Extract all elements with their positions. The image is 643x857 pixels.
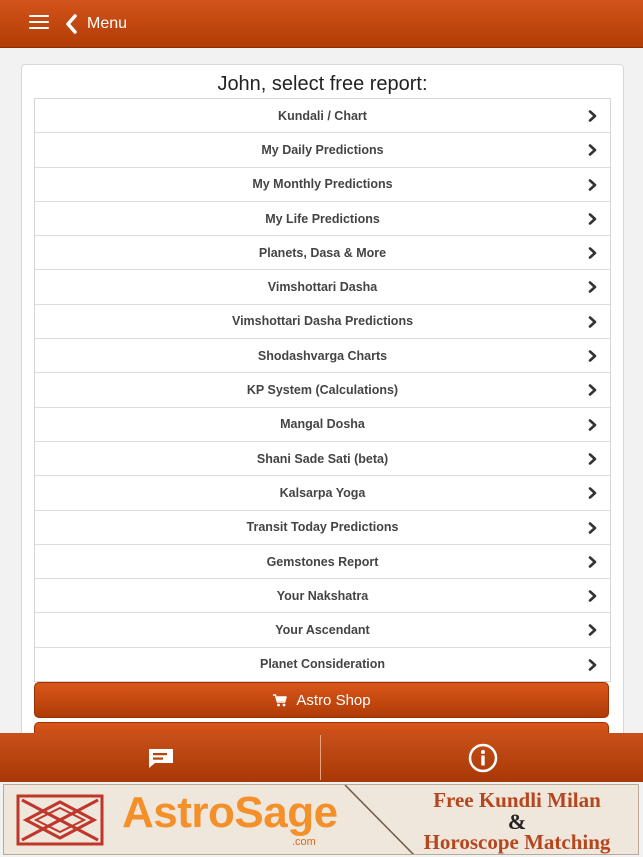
report-list-item[interactable] bbox=[35, 613, 610, 647]
report-list-item[interactable] bbox=[35, 373, 610, 407]
promo-ampersand: & bbox=[507, 809, 527, 834]
info-icon bbox=[468, 743, 498, 773]
chevron-right-icon bbox=[588, 659, 597, 671]
chevron-right-icon bbox=[588, 384, 597, 396]
chevron-right-icon bbox=[588, 316, 597, 328]
report-item-label: Vimshottari Dasha Predictions bbox=[231, 314, 414, 329]
chevron-right-icon bbox=[588, 487, 597, 499]
report-list-item[interactable] bbox=[35, 476, 610, 510]
report-item-label: Your Ascendant bbox=[275, 623, 370, 638]
chevron-right-icon bbox=[588, 281, 597, 293]
report-list-item[interactable] bbox=[35, 545, 610, 579]
chevron-right-icon bbox=[588, 419, 597, 431]
report-list-item[interactable] bbox=[35, 648, 610, 681]
report-item-label: Planets, Dasa & More bbox=[258, 245, 387, 260]
message-button[interactable] bbox=[0, 733, 321, 782]
report-list-item[interactable] bbox=[35, 168, 610, 202]
report-list-item[interactable] bbox=[35, 511, 610, 545]
toolbar-divider bbox=[320, 735, 321, 780]
promo-line-2: Horoscope Matching bbox=[423, 830, 611, 854]
chevron-right-icon bbox=[588, 453, 597, 465]
report-list-item[interactable] bbox=[35, 202, 610, 236]
report-item-label: My Life Predictions bbox=[265, 211, 380, 226]
report-list bbox=[34, 98, 611, 682]
info-button[interactable] bbox=[322, 733, 643, 782]
chevron-right-icon bbox=[588, 179, 597, 191]
page-title: John, select free report: bbox=[217, 73, 428, 95]
report-item-label: Shodashvarga Charts bbox=[257, 348, 388, 363]
chevron-left-icon bbox=[64, 14, 79, 34]
chevron-right-icon bbox=[588, 247, 597, 259]
chevron-right-icon bbox=[588, 110, 597, 122]
report-item-label: Your Nakshatra bbox=[276, 588, 369, 603]
report-list-item[interactable] bbox=[35, 579, 610, 613]
report-list-item[interactable] bbox=[35, 133, 610, 167]
report-item-label: Kalsarpa Yoga bbox=[279, 485, 366, 500]
report-list-item[interactable] bbox=[35, 442, 610, 476]
top-navigation-bar bbox=[0, 0, 643, 48]
report-list-item[interactable] bbox=[35, 99, 610, 133]
report-list-item[interactable] bbox=[35, 305, 610, 339]
astro-shop-label: Astro Shop bbox=[296, 691, 371, 709]
report-item-label: Vimshottari Dasha bbox=[267, 280, 378, 295]
chevron-right-icon bbox=[588, 522, 597, 534]
promo-line-1: Free Kundli Milan bbox=[433, 788, 601, 812]
report-item-label: My Monthly Predictions bbox=[252, 177, 393, 192]
chevron-right-icon bbox=[588, 590, 597, 602]
back-menu-button[interactable] bbox=[64, 12, 127, 36]
astro-shop-button[interactable] bbox=[34, 682, 609, 718]
chevron-right-icon bbox=[588, 213, 597, 225]
shopping-cart-icon bbox=[272, 693, 288, 707]
brand-suffix: .com bbox=[292, 836, 316, 848]
hamburger-menu-icon[interactable] bbox=[29, 15, 49, 29]
chevron-right-icon bbox=[588, 144, 597, 156]
chevron-right-icon bbox=[588, 624, 597, 636]
report-item-label: Planet Consideration bbox=[259, 657, 386, 672]
report-list-item[interactable] bbox=[35, 408, 610, 442]
brand-name: AstroSage bbox=[122, 788, 338, 837]
chevron-right-icon bbox=[588, 350, 597, 362]
report-item-label: Mangal Dosha bbox=[280, 417, 365, 432]
report-item-label: My Daily Predictions bbox=[261, 142, 384, 157]
report-list-item[interactable] bbox=[35, 270, 610, 304]
report-list-item[interactable] bbox=[35, 236, 610, 270]
report-item-label: Shani Sade Sati (beta) bbox=[256, 451, 389, 466]
report-item-label: Kundali / Chart bbox=[278, 108, 367, 123]
report-list-item[interactable] bbox=[35, 339, 610, 373]
message-icon bbox=[147, 747, 175, 769]
report-item-label: Transit Today Predictions bbox=[246, 520, 399, 535]
report-item-label: Gemstones Report bbox=[266, 554, 379, 569]
report-item-label: KP System (Calculations) bbox=[246, 383, 399, 398]
menu-label: Menu bbox=[87, 15, 128, 32]
astrosage-ad-banner[interactable] bbox=[3, 784, 639, 855]
bottom-toolbar bbox=[0, 733, 643, 782]
chevron-right-icon bbox=[588, 556, 597, 568]
astrosage-logo-icon bbox=[16, 794, 104, 846]
